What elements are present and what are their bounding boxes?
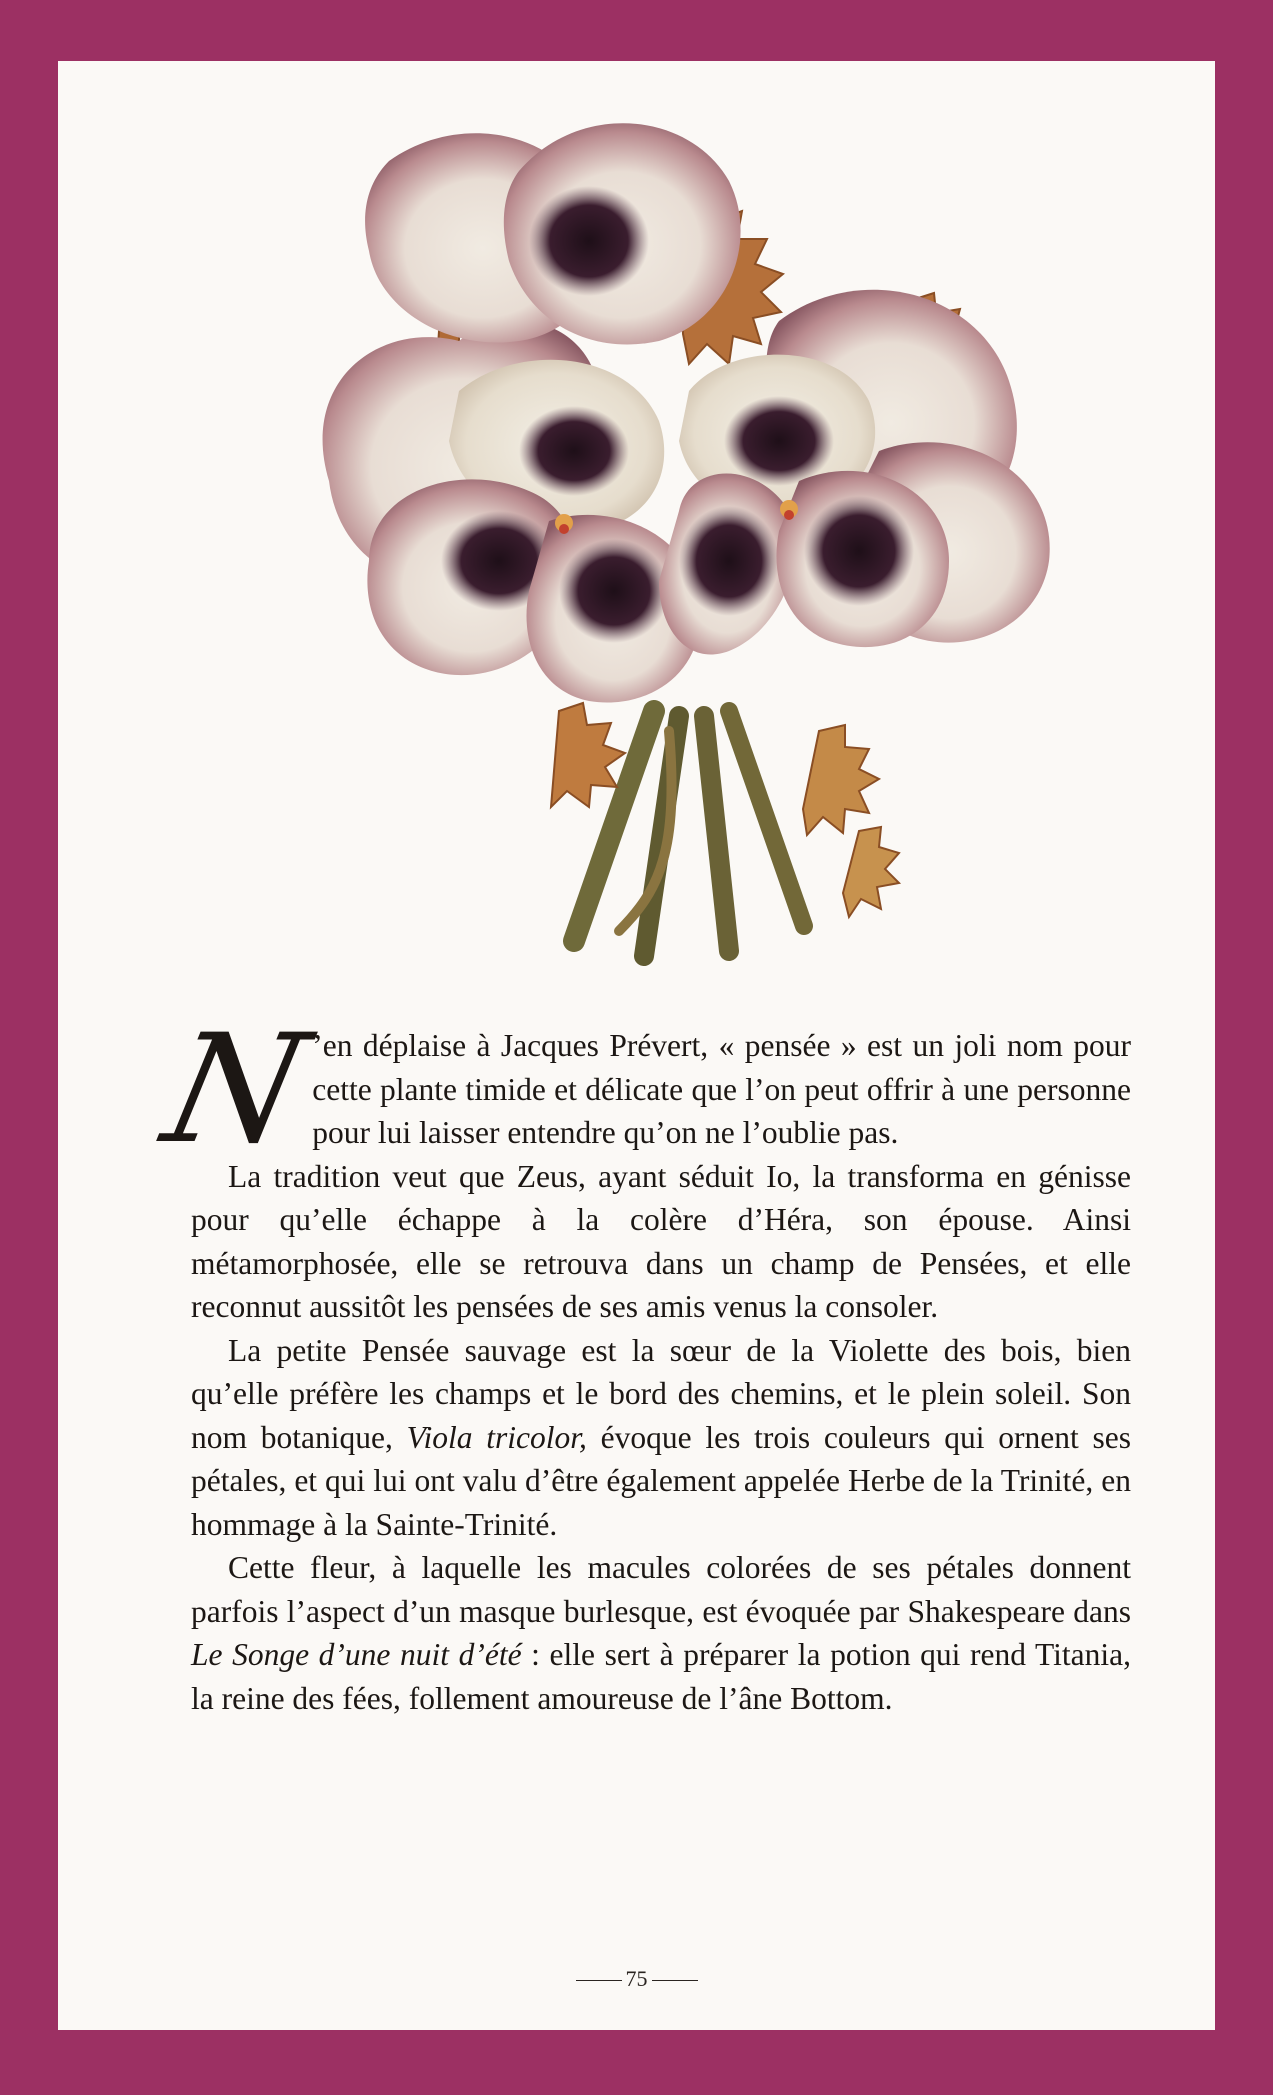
folio-rule-right: [652, 1980, 698, 1981]
article-text: [151, 1003, 1132, 1720]
play-title: Le Songe d’une nuit d’été: [191, 1637, 522, 1672]
botanical-name: Viola tricolor,: [406, 1419, 587, 1455]
pansy-bouquet-illustration: [259, 91, 1109, 971]
paragraph-3-text-a: La petite Pensée sauvage est la sœur de la Violette des bois, bien qu’elle préfère les champs et le bord des chemins, et le plein soleil. Son nom botanique,: [191, 1332, 1131, 1455]
page-number: [58, 1966, 1215, 1992]
book-page: [58, 61, 1215, 2030]
paragraph-2: La tradition veut que Zeus, ayant séduit Io, la transforma en génisse pour qu’elle échappe à la colère d’Héra, son épouse. Ainsi métamorphosée, elle se retrouva dans un champ de Pensées, et elle reconnut aussitôt les pensées de ses amis venus la consoler.: [191, 1158, 1131, 1324]
drop-cap: N: [151, 1003, 320, 1177]
paragraph-3: [191, 1329, 1131, 1547]
paragraph-4: [191, 1546, 1131, 1720]
page-number-value: 75: [625, 1966, 648, 1991]
paragraph-3-text-b: évoque les trois couleurs qui ornent ses pétales, et qui lui ont valu d’être également appelée Herbe de la Trinité, en hommage à la Sainte-Trinité.: [191, 1419, 1132, 1542]
paragraph-4-text-b: : elle sert à préparer la potion qui rend Titania, la reine des fées, follement amoureuse de l’âne Bottom.: [191, 1637, 1131, 1716]
folio-rule-left: [576, 1980, 622, 1981]
paragraph-4-text-a: Cette fleur, à laquelle les macules colorées de ses pétales donnent parfois l’aspect d’un masque burlesque, est évoquée par Shakespeare dans: [191, 1550, 1131, 1629]
paragraph-1-text: ’en déplaise à Jacques Prévert, « pensée » est un joli nom pour cette plante timide et délicate que l’on peut offrir à une personne pour lui laisser entendre qu’on ne l’oublie pas.: [312, 1028, 1131, 1150]
paragraph-1: [151, 1003, 1131, 1177]
